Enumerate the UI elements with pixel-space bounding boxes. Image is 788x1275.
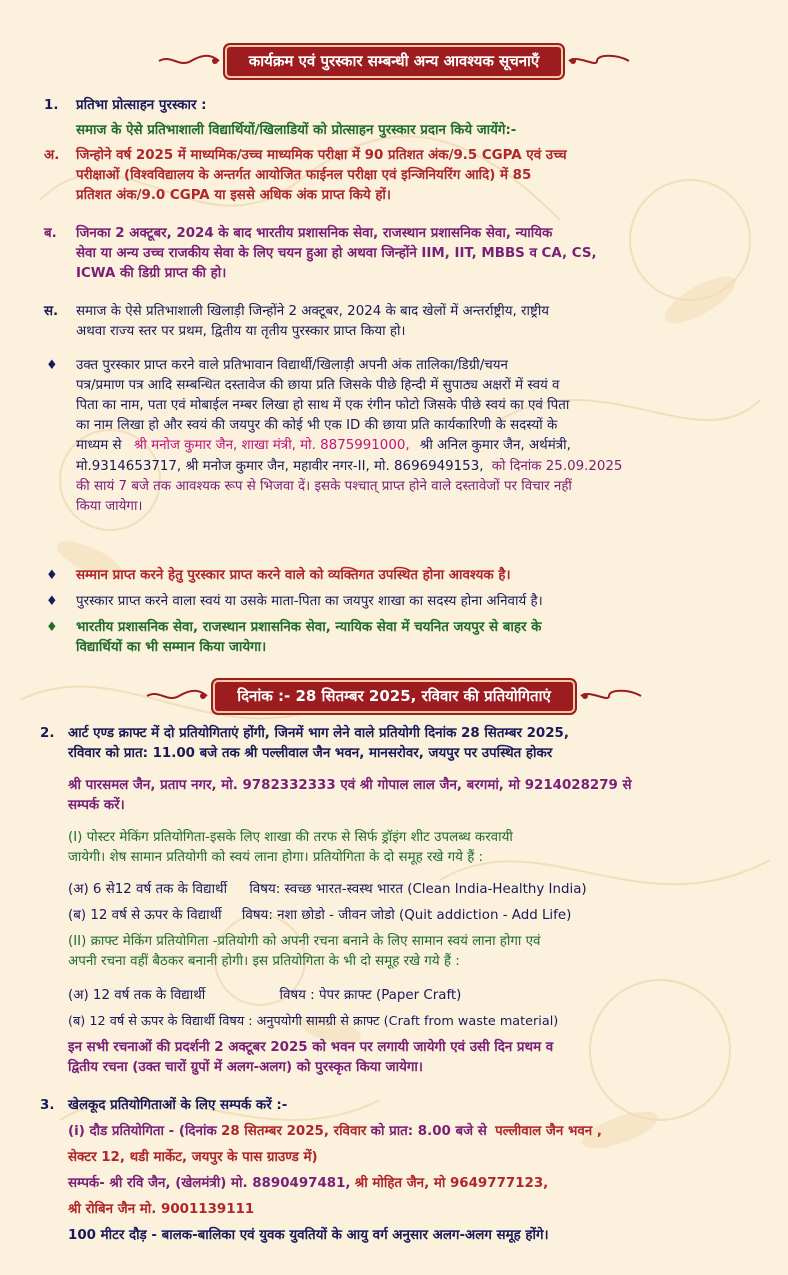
contact-prefix: माध्यम से <box>76 438 122 454</box>
craft-group-b: (ब) 12 वर्ष से ऊपर के विद्यार्थी विषय : अनुपयोगी सामग्री से क्राफ्ट (Craft from waste material) <box>68 1014 559 1029</box>
bullet-line: पत्र/प्रमाण पत्र आदि सम्बन्धित दस्तावेज की छाया प्रति जिसके पीछे हिन्दी में सुपाठ्य अक्षरों में स्वयं व <box>76 378 560 394</box>
criteria-text <box>76 224 766 284</box>
bullet-text <box>76 618 766 658</box>
race-line <box>68 1122 768 1142</box>
exhibition-line: इन सभी रचनाओं की प्रदर्शनी 2 अक्टूबर 2025 को भवन पर लगायी जायेगी एवं उसी दिन प्रथम व <box>68 1040 554 1055</box>
section-title: खेलकूद प्रतियोगिताओं के लिए सम्पर्क करें :- <box>68 1098 288 1113</box>
group-age: (अ) 6 से12 वर्ष तक के विद्यार्थी <box>68 882 228 897</box>
diamond-bullet-icon: ♦ <box>46 358 58 373</box>
contact-line <box>76 436 766 456</box>
craft-line: (II) क्राफ्ट मेकिंग प्रतियोगिता -प्रतियोगी को अपनी रचना बनाने के लिए सामान स्वयं लाना होगा एवं <box>68 934 541 949</box>
race-groups-note: 100 मीटर दौड़ - बालक-बालिका एवं युवक युवतियों के आयु वर्ग अनुसार अलग-अलग समूह होंगे। <box>68 1228 549 1243</box>
section-number: 1. <box>44 98 59 113</box>
poster-group-b <box>68 906 768 926</box>
deadline-line: किया जायेगा। <box>76 498 143 514</box>
criteria-marker: स. <box>44 304 59 319</box>
contact-person: श्री अनिल कुमार जैन, अर्थमंत्री, <box>419 438 571 454</box>
poster-line: (I) पोस्टर मेकिंग प्रतियोगिता-इसके लिए शाखा की तरफ से सिर्फ ड्रॉइंग शीट उपलब्ध करवायी <box>68 830 513 845</box>
art-intro-line: रविवार को प्रात: 11.00 बजे तक श्री पल्लीवाल जैन भवन, मानसरोवर, जयपुर पर उपस्थित होकर <box>68 746 553 762</box>
poster-line: जायेगी। शेष सामान प्रतियोगी को स्वयं लाना होगा। प्रतियोगिता के दो समूह रखे गये हैं : <box>68 850 484 866</box>
contact-person: मो.9314653717, श्री मनोज कुमार जैन, महावीर नगर-II, मो. 8696949153, <box>76 458 484 474</box>
bullet-line: विद्यार्थियों का भी सम्मान किया जायेगा। <box>76 640 267 656</box>
bullet-text: पुरस्कार प्राप्त करने वाला स्वयं या उसके माता-पिता का जयपुर शाखा का सदस्य होना अनिवार्य है। <box>76 594 543 609</box>
race-title: (i) दौड प्रतियोगिता - (दिनांक <box>68 1124 217 1139</box>
group-age: (ब) 12 वर्ष से ऊपर के विद्यार्थी <box>68 908 222 923</box>
criteria-line: जिनका 2 अक्टूबर, 2024 के बाद भारतीय प्रशासनिक सेवा, राजस्थान प्रशासनिक सेवा, न्यायिक <box>76 226 553 241</box>
group-topic: विषय : पेपर क्राफ्ट (Paper Craft) <box>279 988 462 1003</box>
art-intro-line: आर्ट एण्ड क्राफ्ट में दो प्रतियोगिताएं होंगी, जिनमें भाग लेने वाले प्रतियोगी दिनांक 28 सितम्बर 2025, <box>68 726 569 741</box>
section-number: 2. <box>40 726 55 741</box>
bullet-line: उक्त पुरस्कार प्राप्त करने वाले प्रतिभावान विद्यार्थी/खिलाड़ी अपनी अंक तालिका/डिग्री/चयन <box>76 358 508 373</box>
race-date: 28 सितम्बर 2025, रविवार <box>221 1124 367 1139</box>
criteria-line: जिन्होने वर्ष 2025 में माध्यमिक/उच्च माध्यमिक परीक्षा में 90 प्रतिशत अंक/9.5 CGPA एवं उच्च <box>76 148 567 163</box>
craft-line: अपनी रचना वहीं बैठकर बनानी होगी। इस प्रतियोगिता के भी दो समूह रखे गये हैं : <box>68 954 460 970</box>
bullet-line: का नाम लिखा हो और स्वयं की जयपुर की कोई भी एक ID की छाया प्रति कार्यकारिणी के सदस्यों के <box>76 418 558 434</box>
banner-ornament-icon <box>145 689 209 703</box>
race-venue-detail: सेक्टर 12, थडी मार्केट, जयपुर के पास ग्राउण्ड में) <box>68 1150 318 1165</box>
criteria-line: अथवा राज्य स्तर पर प्रथम, द्वितीय या तृतीय पुरस्कार प्राप्त किया हो। <box>76 324 406 340</box>
art-contact-line: श्री पारसमल जैन, प्रताप नगर, मो. 9782332333 एवं श्री गोपाल लाल जैन, बरगमां, मो 9214028279 से <box>68 778 632 793</box>
art-contact <box>68 776 768 816</box>
award-intro: समाज के ऐसे प्रतिभाशाली विद्यार्थियों/खिलाडियों को प्रोत्साहन पुरस्कार प्रदान किये जायेंगे:- <box>76 123 517 138</box>
bullet-line: भारतीय प्रशासनिक सेवा, राजस्थान प्रशासनिक सेवा, न्यायिक सेवा में चयनित जयपुर से बाहर के <box>76 620 542 635</box>
race-venue: पल्लीवाल जैन भवन , <box>495 1124 602 1139</box>
criteria-line: सेवा या अन्य उच्च राजकीय सेवा के लिए चयन हुआ हो अथवा जिन्होंने IIM, IIT, MBBS व CA, CS, <box>76 246 597 262</box>
section-title: प्रतिभा प्रोत्साहन पुरस्कार : <box>76 98 207 113</box>
art-intro <box>68 724 764 764</box>
banner-title <box>225 45 563 78</box>
craft-group-a <box>68 986 768 1006</box>
exhibition-note <box>68 1038 768 1078</box>
criteria-line: समाज के ऐसे प्रतिभाशाली खिलाड़ी जिन्होंने 2 अक्टूबर, 2024 के बाद खेलों में अन्तर्राष्ट्रीय, राष्ट्रीय <box>76 304 550 319</box>
exhibition-line: द्वितीय रचना (उक्त चारों ग्रुपों में अलग-अलग) को पुरस्कृत किया जायेगा। <box>68 1060 423 1076</box>
poster-group-a <box>68 880 768 900</box>
race-time: को प्रात: 8.00 बजे से <box>370 1124 487 1139</box>
criteria-line: परीक्षाओं (विश्वविद्यालय के अन्तर्गत आयोजित फाईनल परीक्षा एवं इन्जिनियरिंग आदि) में 85 <box>76 168 532 184</box>
contact-person: श्री रोबिन जैन मो. 9001139111 <box>68 1202 255 1217</box>
banner-ornament-icon <box>567 54 631 68</box>
poster-making <box>68 828 768 868</box>
group-topic: विषय: स्वच्छ भारत-स्वस्थ भारत (Clean India-Healthy India) <box>249 882 587 897</box>
diamond-bullet-icon: ♦ <box>46 594 58 609</box>
diamond-bullet-icon: ♦ <box>46 568 58 583</box>
deadline-date: को दिनांक 25.09.2025 <box>491 458 623 474</box>
criteria-text <box>76 146 766 206</box>
banner-text: कार्यक्रम एवं पुरस्कार सम्बन्धी अन्य आवश्यक सूचनाएँ <box>248 52 540 70</box>
sports-contact <box>68 1174 768 1194</box>
contact-line <box>76 457 766 477</box>
banner-ornament-icon <box>157 54 221 68</box>
contact-person: श्री मनोज कुमार जैन, शाखा मंत्री, मो. 8875991000, <box>133 438 410 454</box>
banner-text: दिनांक :- 28 सितम्बर 2025, रविवार की प्रतियोगिताएं <box>237 687 551 705</box>
banner-title <box>213 680 575 713</box>
criteria-text <box>76 302 766 342</box>
contact-person: श्री मोहित जैन, मो 9649777123, <box>354 1176 549 1191</box>
criteria-line: प्रतिशत अंक/9.0 CGPA या इससे अधिक अंक प्राप्त किये हों। <box>76 188 391 204</box>
group-topic: विषय: नशा छोडो - जीवन जोडो (Quit addiction - Add Life) <box>241 908 572 923</box>
bullet-line: पिता का नाम, पता एवं मोबाईल नम्बर लिखा हो साथ में एक रंगीन फोटो जिसके पीछे स्वयं का एवं पिता <box>76 398 570 414</box>
banner-ornament-icon <box>579 689 643 703</box>
craft-making <box>68 932 768 972</box>
art-contact-line: सम्पर्क करें। <box>68 798 125 814</box>
section-banner-notices <box>0 45 788 78</box>
section-banner-competitions <box>0 680 788 713</box>
deadline-line: की सायं 7 बजे तक आवश्यक रूप से भिजवा दें। इसके पश्चात् प्राप्त होने वाले दस्तावेजों पर विचार नहीं <box>76 478 572 494</box>
bullet-text: सम्मान प्राप्त करने हेतु पुरस्कार प्राप्त करने वाले को व्यक्तिगत उपस्थित होना आवश्यक है। <box>76 568 511 583</box>
diamond-bullet-icon: ♦ <box>46 620 58 635</box>
group-age: (अ) 12 वर्ष तक के विद्यार्थी <box>68 988 206 1003</box>
bullet-text <box>76 356 766 517</box>
section-number: 3. <box>40 1098 55 1113</box>
criteria-marker: अ. <box>44 148 60 163</box>
criteria-marker: ब. <box>44 226 57 241</box>
criteria-line: ICWA की डिग्री प्राप्त की हो। <box>76 266 227 282</box>
contact-person: सम्पर्क- श्री रवि जैन, (खेलमंत्री) मो. 8890497481, <box>68 1176 351 1191</box>
